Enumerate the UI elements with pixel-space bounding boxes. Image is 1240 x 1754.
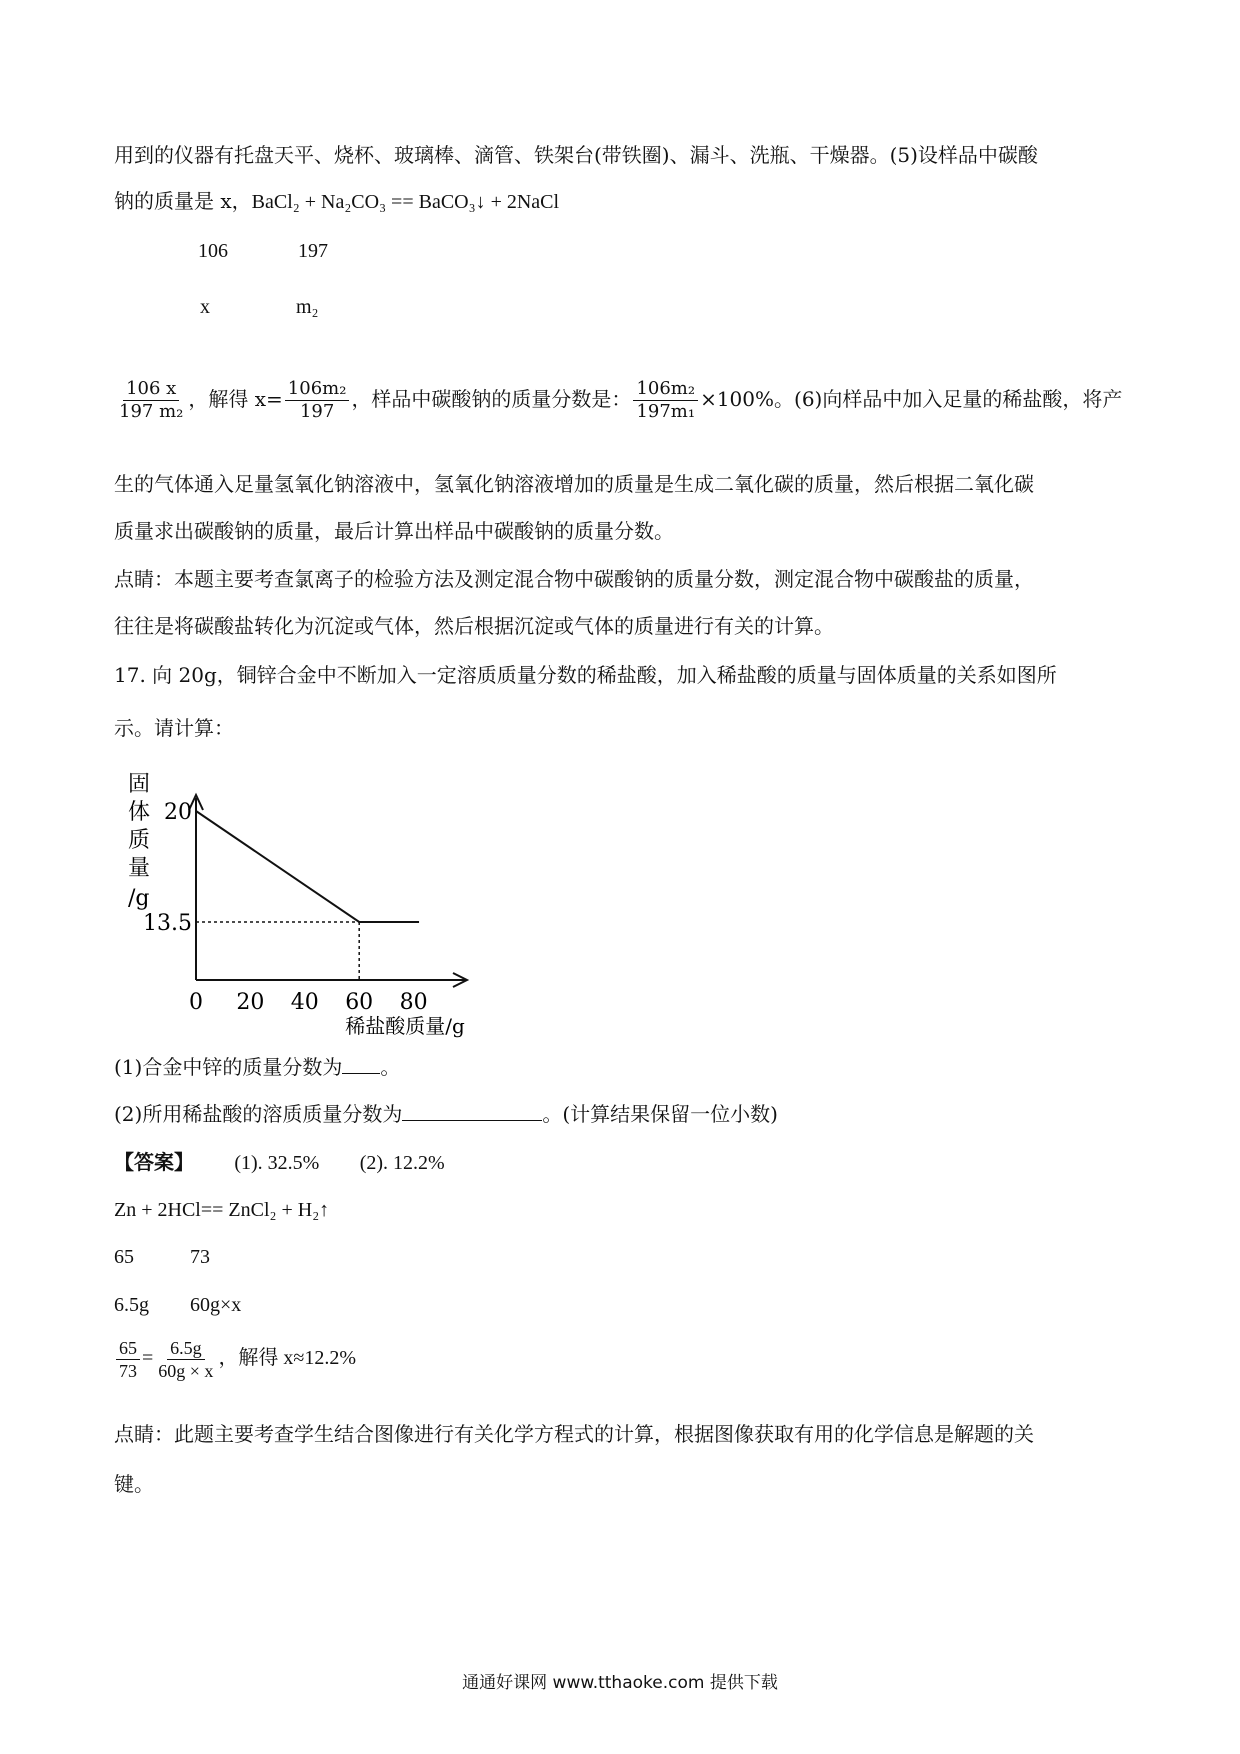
y-tick-label: 20 xyxy=(164,800,192,825)
stoich2-row2-b: 60g×x xyxy=(190,1294,242,1316)
stoich2-row1-b: 73 xyxy=(190,1246,210,1268)
formula2-result: ，解得 x≈12.2% xyxy=(218,1347,357,1370)
y-label-char: 量 xyxy=(128,856,151,881)
paragraph1-line2-prefix: 钠的质量是 x， xyxy=(114,189,252,213)
x-tick-label: 60 xyxy=(345,990,374,1015)
fraction-65-73: $\frac{65}{73}$ xyxy=(116,1337,140,1382)
question17-line2: 示。请计算： xyxy=(114,716,234,740)
equation-bacl2: BaCl₂ + Na₂CO₃ == BaCO₃↓ + 2NaCl xyxy=(251,191,560,213)
guide-lines xyxy=(196,922,359,980)
stoich1-row2-a: x xyxy=(200,296,210,318)
stoich2-row1-a: 65 xyxy=(114,1246,134,1268)
answer-1: (1). 32.5% xyxy=(234,1152,320,1174)
comment1-line1: 点睛：本题主要考查氯离子的检验方法及测定混合物中碳酸钠的质量分数，测定混合物中碳酸盐的质量， xyxy=(114,567,1034,591)
comment2-line1: 点睛：此题主要考查学生结合图像进行有关化学方程式的计算，根据图像获取有用的化学信息是解题的关 xyxy=(114,1422,1034,1446)
answer-2: (2). 12.2% xyxy=(359,1152,445,1174)
equation-zn-hcl: Zn + 2HCl== ZnCl₂ + H₂↑ xyxy=(114,1199,330,1221)
formula1-text1: ，解得 x= xyxy=(188,387,283,411)
stoich1-row1-b: 197 xyxy=(298,240,328,262)
x-tick-label: 0 xyxy=(189,990,203,1015)
chart xyxy=(120,765,480,1045)
x-tick-label: 40 xyxy=(290,990,319,1015)
paragraph1-line2 xyxy=(114,187,559,216)
formula2-line: $\frac{65}{73}$ = $\frac{6.5g}{60g \times x}$ ，解得 x≈12.2% xyxy=(114,1337,356,1382)
fraction-mass: $\frac{6.5g}{60g \times x}$ xyxy=(158,1338,214,1381)
paragraph1-line1: 用到的仪器有托盘天平、烧杯、玻璃棒、滴管、铁架台(带铁圈)、漏斗、洗瓶、干燥器。(5)设样品中碳酸 xyxy=(114,143,1038,167)
stoich2-row2-a: 6.5g xyxy=(114,1294,149,1316)
formula1-text2: ，样品中碳酸钠的质量分数是： xyxy=(351,387,632,411)
answer-line xyxy=(114,1148,445,1177)
subquestion-2: (2)所用稀盐酸的溶质质量分数为 。(计算结果保留一位小数) xyxy=(114,1102,778,1126)
fraction-x-value: $\frac{\text{106m₂}}{197}$ xyxy=(285,378,350,423)
formula1-line xyxy=(114,378,1122,423)
answer-label: 【答案】 xyxy=(114,1150,194,1174)
comment2-line2: 键。 xyxy=(114,1472,154,1496)
paragraph2-line1: 生的气体通入足量氢氧化钠溶液中，氢氧化钠溶液增加的质量是生成二氧化碳的质量，然后根据二氧化碳 xyxy=(114,472,1034,496)
paragraph2-line2: 质量求出碳酸钠的质量，最后计算出样品中碳酸钠的质量分数。 xyxy=(114,519,674,543)
series-line xyxy=(196,811,419,922)
fraction-mass-fraction: $\frac{\text{106m₂}}{\text{197m₁}}$ xyxy=(633,378,698,423)
question17-line1: 17. 向 20g，铜锌合金中不断加入一定溶质质量分数的稀盐酸，加入稀盐酸的质量与固体质量的关系如图所 xyxy=(114,663,1057,687)
y-axis-label xyxy=(128,772,150,911)
x-axis-label: 稀盐酸质量/g xyxy=(345,1014,465,1038)
x-tick-labels xyxy=(189,990,428,1015)
answer-blank-1[interactable] xyxy=(342,1053,380,1074)
footer: 通通好课网 www.tthaoke.com 提供下载 xyxy=(462,1673,778,1693)
y-label-char: /g xyxy=(128,886,150,911)
subquestion-1: (1)合金中锌的质量分数为 。 xyxy=(114,1055,401,1079)
fraction-106-197: $\frac{106 x}{\text{197 m₂}}$ xyxy=(119,378,184,422)
y-tick-labels xyxy=(143,800,192,936)
y-label-char: 质 xyxy=(128,828,151,853)
y-label-char: 体 xyxy=(128,800,151,825)
answer-blank-2[interactable] xyxy=(402,1100,542,1121)
y-label-char: 固 xyxy=(128,772,151,797)
stoich1-row1-a: 106 xyxy=(198,240,228,262)
x-tick-label: 20 xyxy=(236,990,265,1015)
x-tick-label: 80 xyxy=(399,990,428,1015)
y-tick-label: 13.5 xyxy=(143,911,192,936)
stoich1-row2-b: m₂ xyxy=(296,296,319,318)
formula1-text3: ×100%。(6)向样品中加入足量的稀盐酸，将产 xyxy=(700,387,1123,411)
comment1-line2: 往往是将碳酸盐转化为沉淀或气体，然后根据沉淀或气体的质量进行有关的计算。 xyxy=(114,614,834,638)
